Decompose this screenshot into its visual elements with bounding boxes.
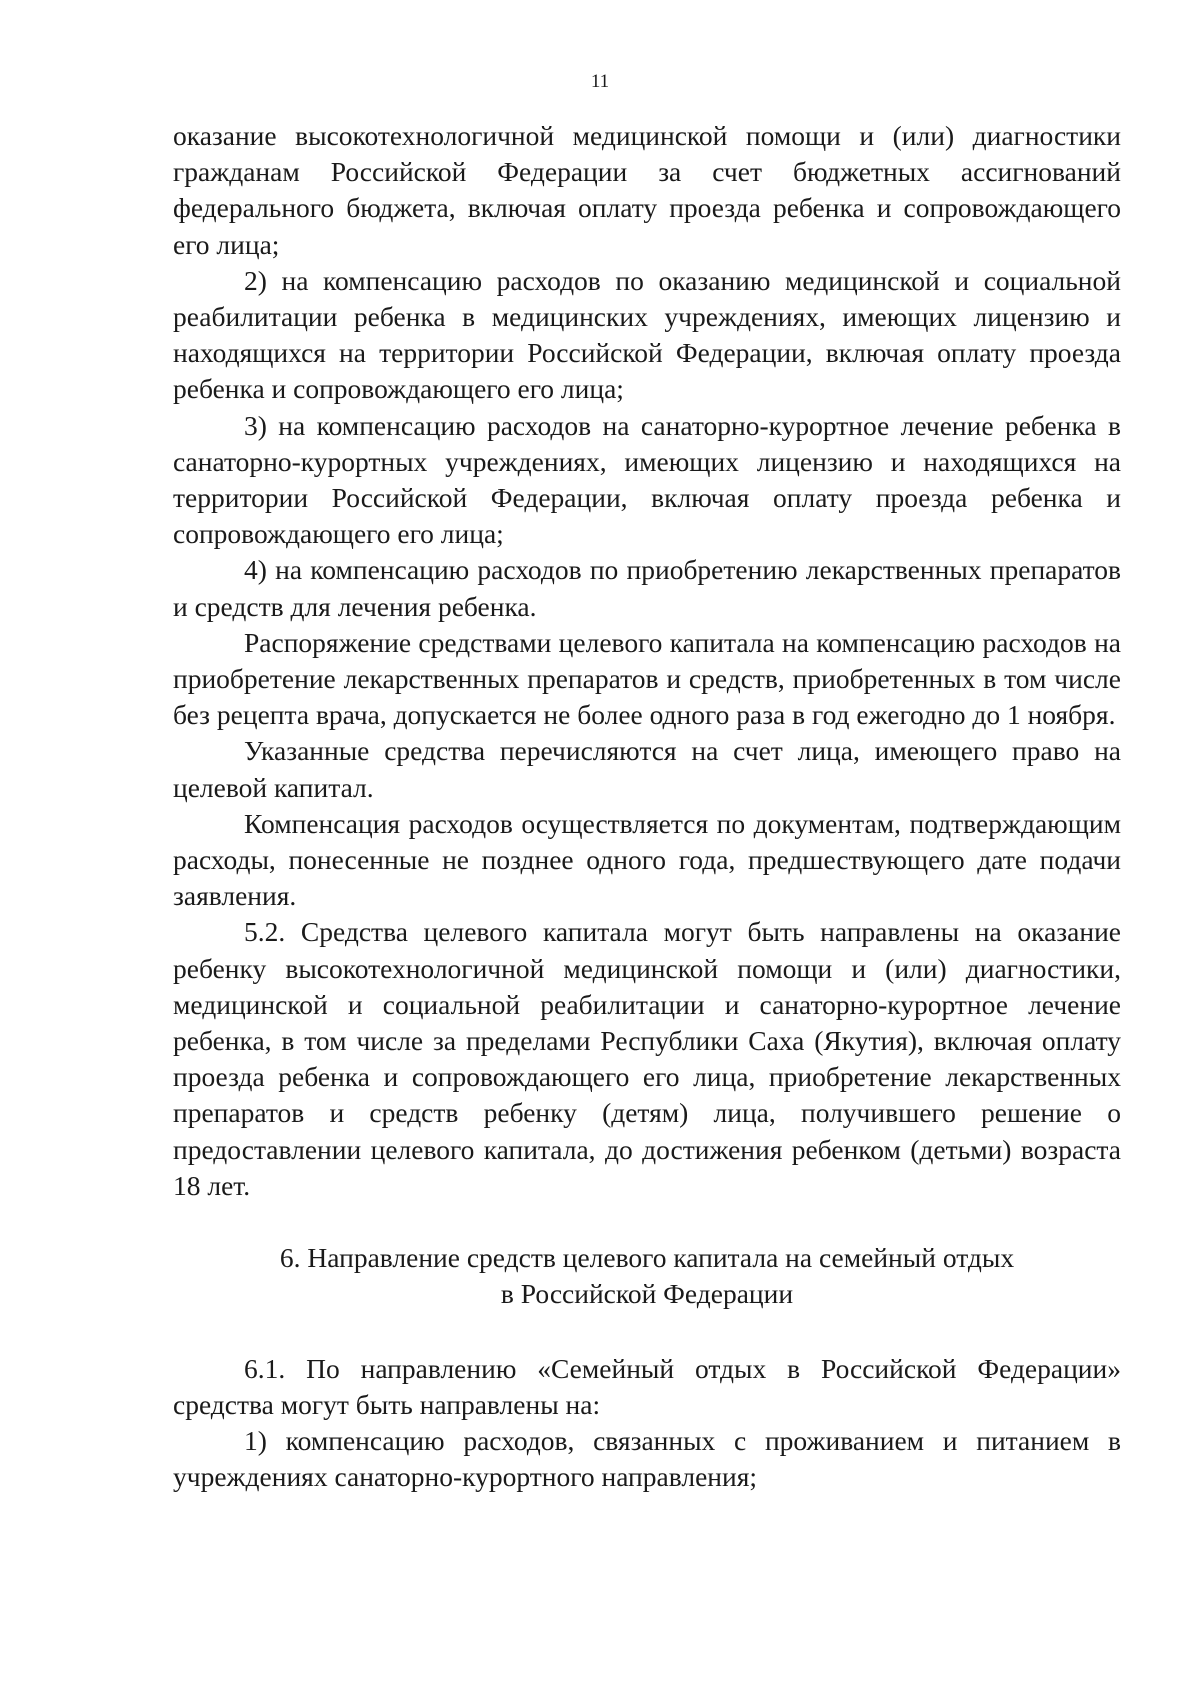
paragraph: 6.1. По направлению «Семейный отдых в Российской Федерации» средства могут быть направлены на: (173, 1352, 1121, 1420)
paragraph: оказание высокотехнологичной медицинской помощи и (или) диагностики гражданам Российской Федерации за счет бюджетных ассигнований федерального бюджета, включая оплату проезда ребенка и сопровождающего его лица; (173, 120, 1121, 260)
section-heading-line-2: в Российской Федерации (500, 1278, 794, 1310)
paragraph: Указанные средства перечисляются на счет лица, имеющего право на целевой капитал. (173, 735, 1121, 803)
paragraph: Распоряжение средствами целевого капитала на компенсацию расходов на приобретение лекарственных препаратов и средств, приобретенных в том числе без рецепта врача, допускается не более одного раза в год ежегодно до 1 ноября. (173, 626, 1121, 731)
paragraphs-after-heading (173, 1351, 1121, 1496)
section-heading (173, 1240, 1121, 1312)
paragraph: Компенсация расходов осуществляется по документам, подтверждающим расходы, понесенные не позднее одного года, предшествующего дате подачи заявления. (173, 807, 1121, 912)
paragraphs-before-heading (173, 118, 1121, 1204)
paragraph: 3) на компенсацию расходов на санаторно-курортное лечение ребенка в санаторно-курортных учреждениях, имеющих лицензию и находящихся на территории Российской Федерации, включая оплату проезда ребенка и сопровождающего его лица; (173, 409, 1121, 550)
paragraph: 4) на компенсацию расходов по приобретению лекарственных препаратов и средств для лечения ребенка. (173, 554, 1121, 622)
document-body (173, 118, 1121, 1495)
paragraph: 2) на компенсацию расходов по оказанию медицинской и социальной реабилитации ребенка в медицинских учреждениях, имеющих лицензию и находящихся на территории Российской Федерации, включая оплату проезда ребенка и сопровождающего его лица; (173, 264, 1121, 405)
paragraph: 5.2. Средства целевого капитала могут быть направлены на оказание ребенку высокотехнологичной медицинской помощи и (или) диагностики, медицинской и социальной реабилитации и санаторно-курортное лечение ребенка, в том числе за пределами Республики Саха (Якутия), включая оплату проезда ребенка и сопровождающего его лица, приобретение лекарственных препаратов и средств ребенку (детям) лица, получившего решение о предоставлении целевого капитала, до достижения ребенком (детьми) возраста 18 лет. (173, 916, 1121, 1201)
section-heading-line-1: 6. Направление средств целевого капитала на семейный отдых (279, 1242, 1015, 1274)
paragraph: 1) компенсацию расходов, связанных с проживанием и питанием в учреждениях санаторно-курортного направления; (173, 1424, 1121, 1493)
page-number: 11 (590, 71, 610, 92)
